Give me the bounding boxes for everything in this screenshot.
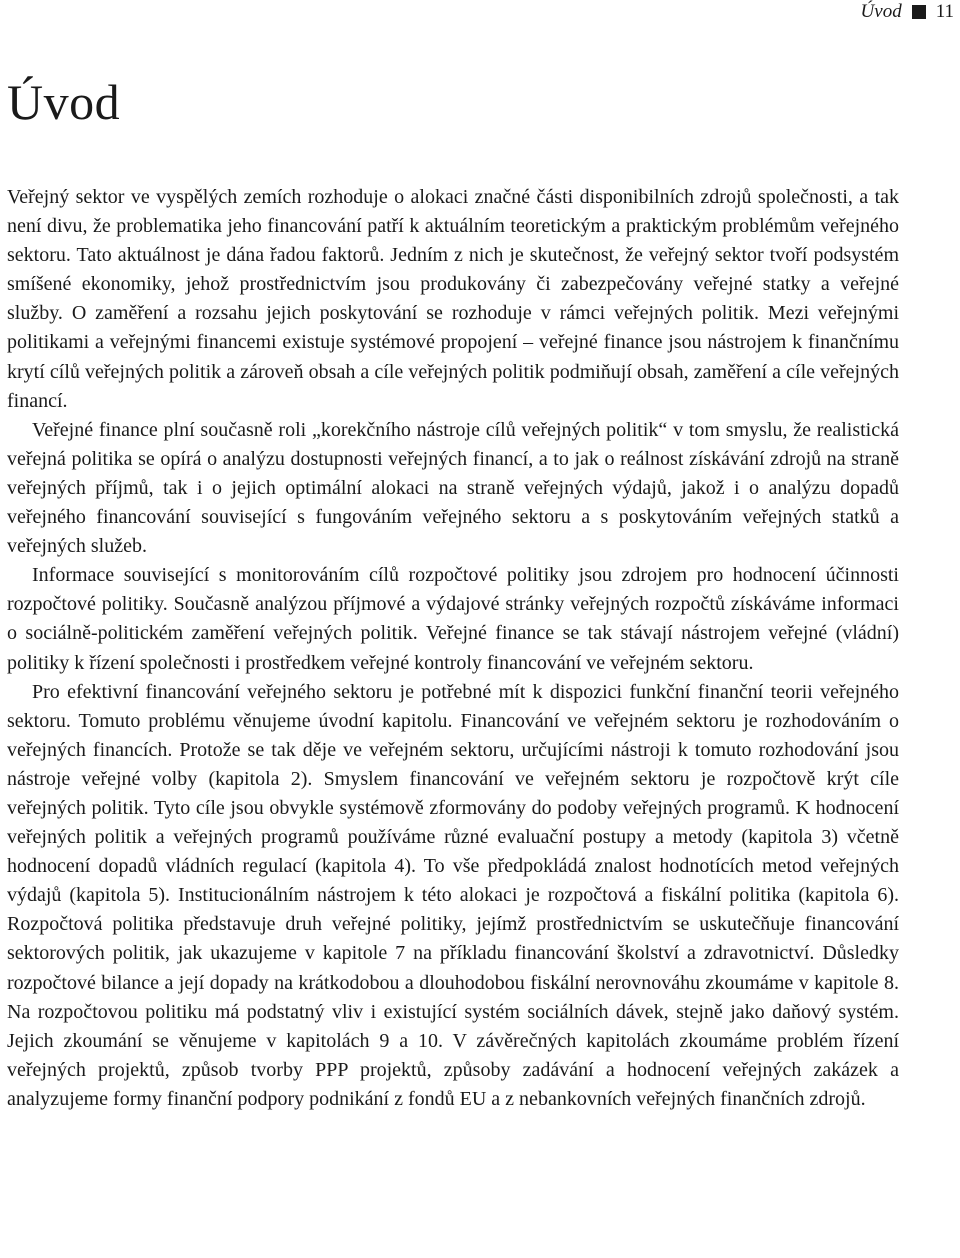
header-title: Úvod: [860, 1, 902, 22]
paragraph-4: Pro efektivní financování veřejného sektoru je potřebné mít k dispozici funkční finanční teorii veřejného sektoru. Tomuto problému věnujeme úvodní kapitolu. Financování ve veřejném sektoru je rozhodováním o veřejných financích. Protože se tak děje ve veřejném sektoru, určujícími nástroji k tomuto rozhodování jsou nástroje veřejné volby (kapitola 2). Smyslem financování ve veřejném sektoru je rozpočtově krýt cíle veřejných politik. Tyto cíle jsou obvykle systémově zformovány do podoby veřejných programů. K hodnocení veřejných politik a veřejných programů používáme různé evaluační postupy a metody (kapitola 3) včetně hodnocení dopadů vládních regulací (kapitola 4). To vše předpokládá znalost hodnotících metod veřejných výdajů (kapitola 5). Institucionálním nástrojem k této alokaci je rozpočtová a fiskální politika (kapitola 6). Rozpočtová politika představuje druh veřejné politiky, jejímž prostřednictvím se uskutečňuje financování sektorových politik, jak ukazujeme v kapitole 7 na příkladu financování školství a zdravotnictví. Důsledky rozpočtové bilance a její dopady na krátkodobou a dlouhodobou fiskální nerovnováhu zkoumáme v kapitole 8. Na rozpočtovou politiku má podstatný vliv i existující systém sociálních dávek, stejně jako daňový systém. Jejich zkoumání se věnujeme v kapitolách 9 a 10. V závěrečných kapitolách zkoumáme problém řízení veřejných projektů, způsob tvorby PPP projektů, způsoby zadávání a hodnocení veřejných zakázek a analyzujeme formy finanční podpory podnikání z fondů EU a z nebankovních veřejných finančních zdrojů.: [7, 680, 899, 1110]
paragraph-3: Informace související s monitorováním cílů rozpočtové politiky jsou zdrojem pro hodnocení účinnosti rozpočtové politiky. Současně analýzou příjmové a výdajové stránky veřejných rozpočtů získáváme informaci o sociálně-politickém zaměření veřejných politik. Veřejné finance se tak stávají nástrojem veřejné (vládní) politiky k řízení společnosti i prostředkem veřejné kontroly financování ve veřejném sektoru.: [7, 564, 899, 674]
body-text: [7, 183, 899, 1114]
page-number: 11: [935, 1, 954, 22]
running-header: [861, 0, 954, 24]
paragraph-2: Veřejné finance plní současně roli „korekčního nástroje cílů veřejných politik“ v tom smyslu, že realistická veřejná politika se opírá o analýzu dostupnosti veřejných financí, a to jak o reálnost získávání zdrojů na straně veřejných příjmů, tak i o jejich optimální alokaci na straně veřejných výdajů, jakož i o analýzu dopadů veřejného financování související s fungováním veřejného sektoru a s poskytováním veřejných statků a veřejných služeb.: [7, 418, 899, 558]
header-square-bullet-icon: [912, 5, 926, 19]
chapter-title: Úvod: [7, 74, 121, 130]
paragraph-1: Veřejný sektor ve vyspělých zemích rozhoduje o alokaci značné části disponibilních zdrojů společnosti, a tak není divu, že problematika jeho financování patří k aktuálním teoretickým a praktickým problémům veřejného sektoru. Tato aktuálnost je dána řadou faktorů. Jedním z nich je skutečnost, že veřejný sektor tvoří podsystém smíšené ekonomiky, jehož prostřednictvím jsou produkovány či zabezpečovány veřejné statky a veřejné služby. O zaměření a rozsahu jejich poskytování se rozhoduje v rámci veřejných politik. Mezi veřejnými politikami a veřejnými financemi existuje systémové propojení – veřejné finance jsou nástrojem k finančnímu krytí cílů veřejných politik a zároveň obsah a cíle veřejných politik podmiňují obsah, zaměření a cíle veřejných financí.: [7, 186, 899, 412]
